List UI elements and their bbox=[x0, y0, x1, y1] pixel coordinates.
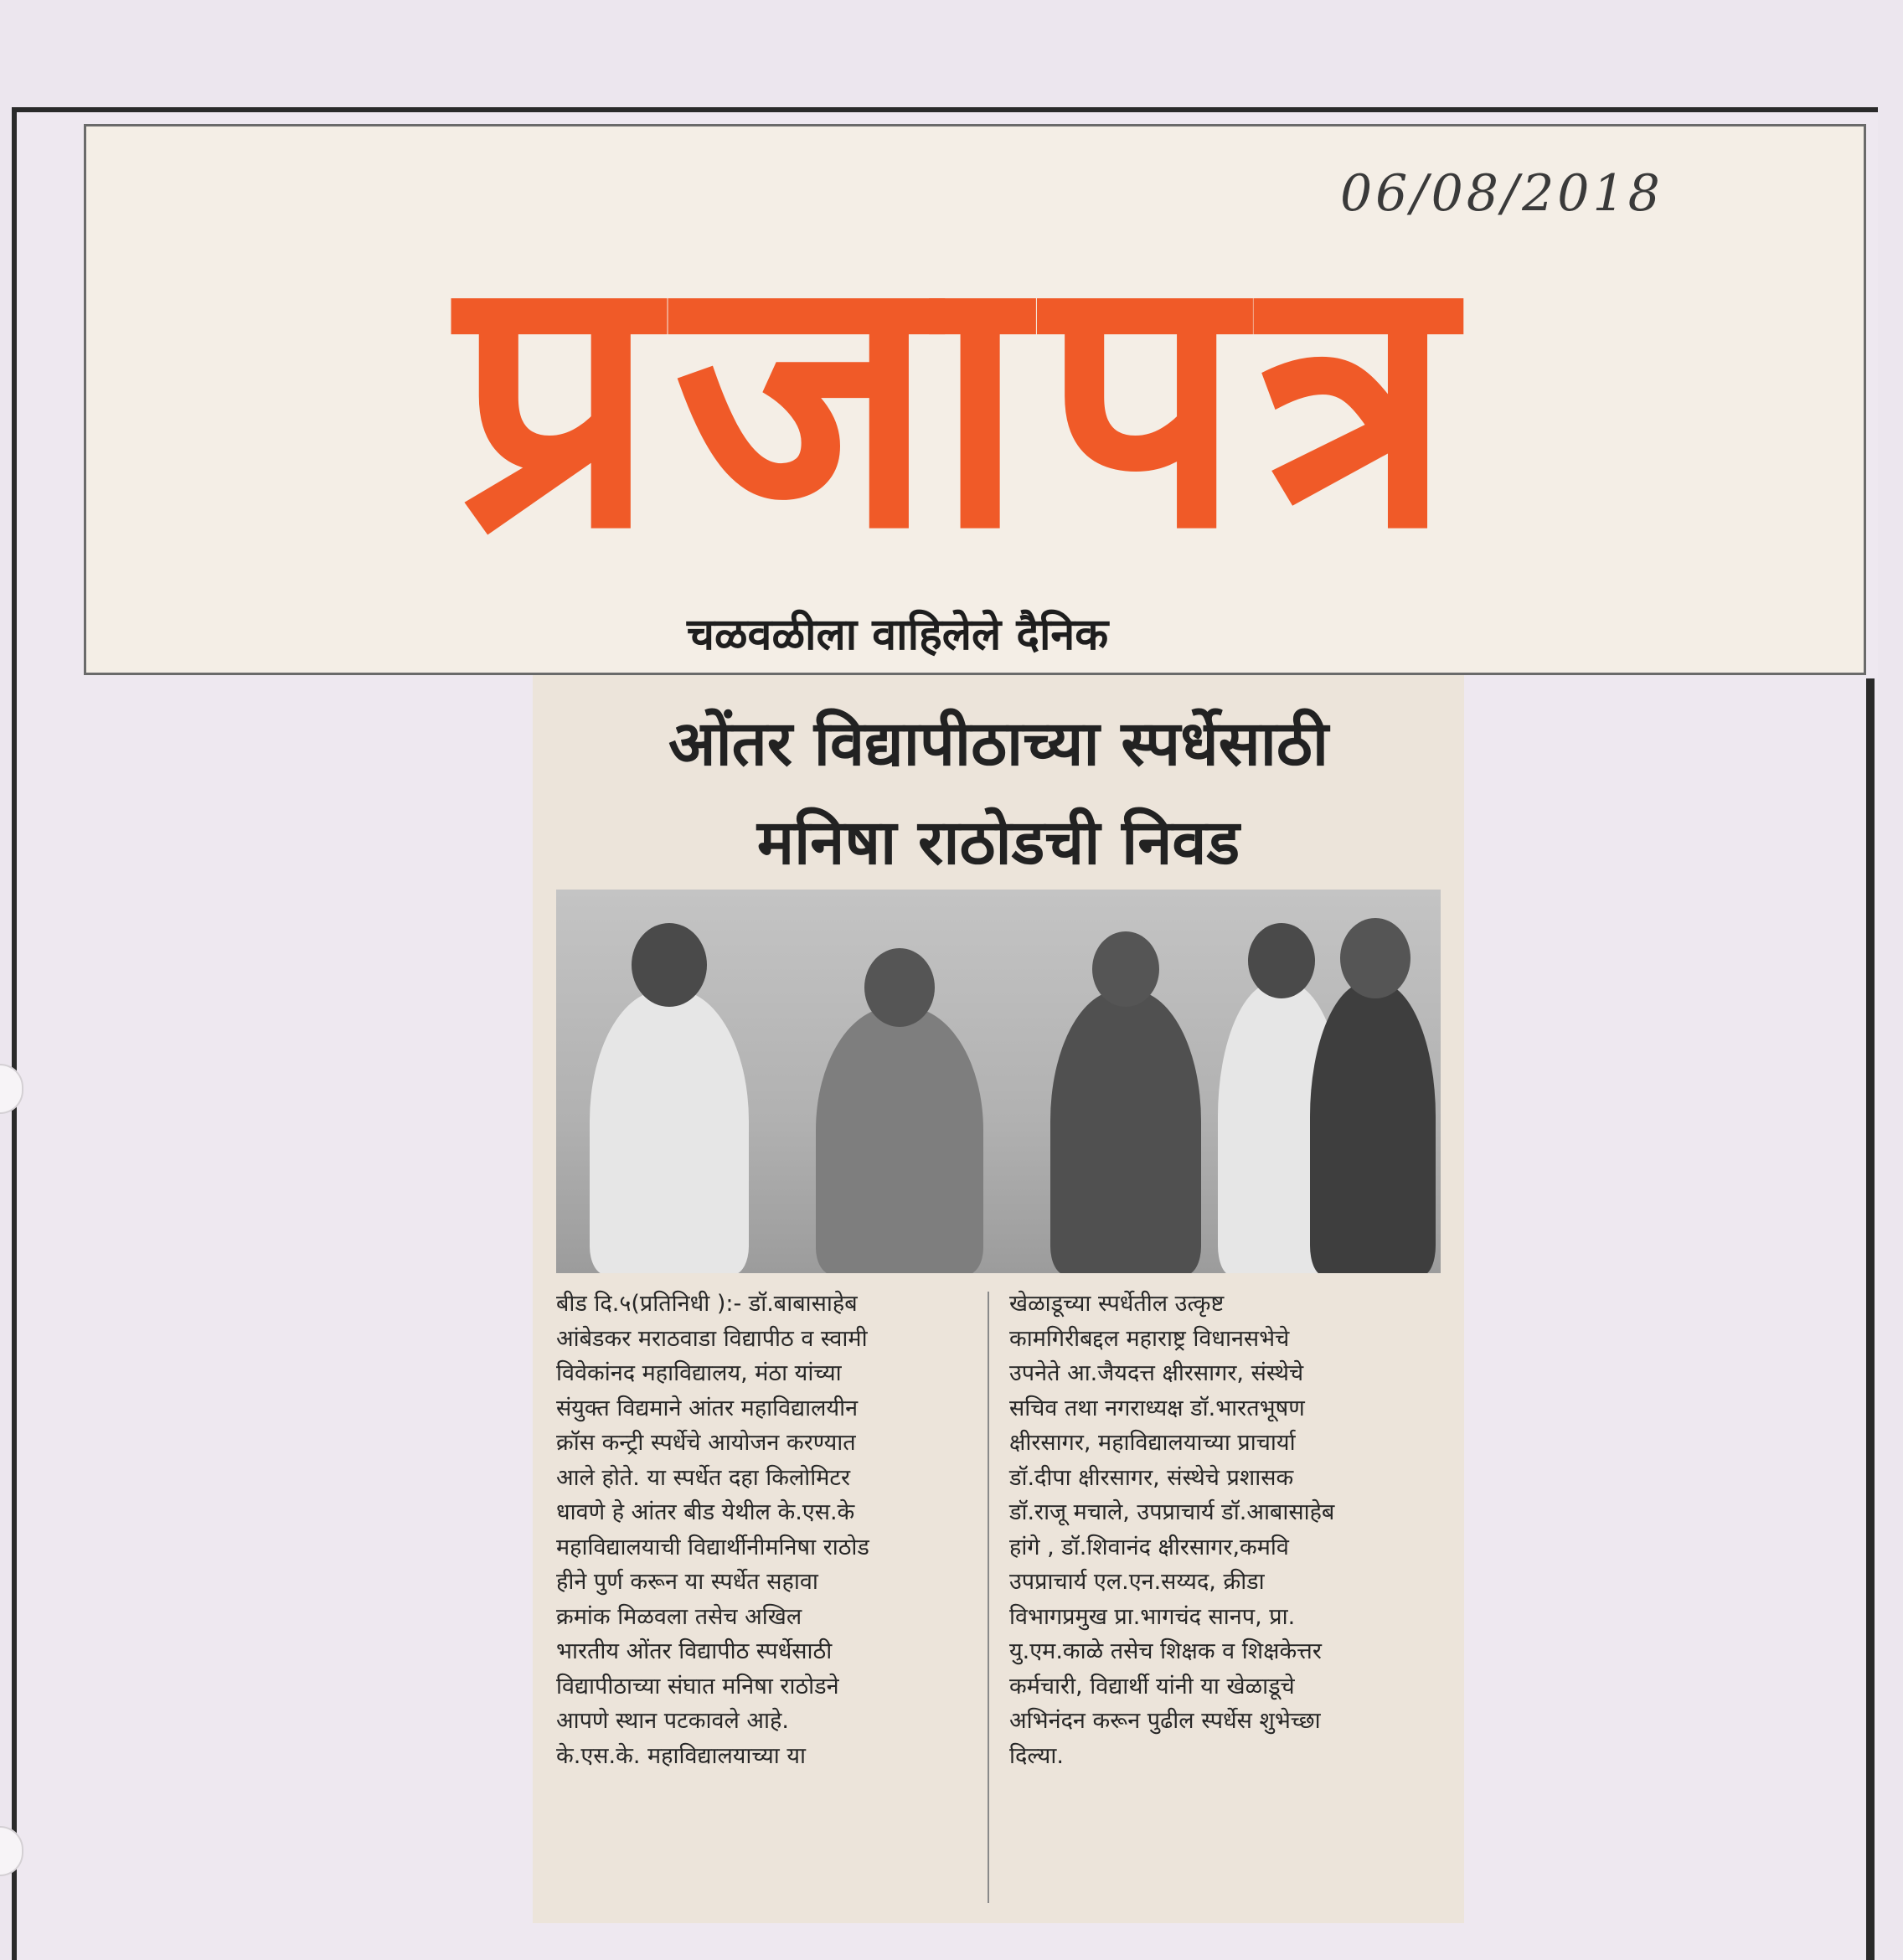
article-column-2: खेळाडूच्या स्पर्धेतील उत्कृष्ट कामगिरीबद्दल महाराष्ट्र विधानसभेचे उपनेते आ.जैयदत्त क्षीरसागर, संस्थेचे सचिव तथा नगराध्यक्ष डॉ.भारतभूषण क्षीरसागर, महाविद्यालयाच्या प्राचार्या डॉ.दीपा क्षीरसागर, संस्थेचे प्रशासक डॉ.राजू मचाले, उपप्राचार्य डॉ.आबासाहेब हांगे , डॉ.शिवानंद क्षीरसागर,कमवि उपप्राचार्य एल.एन.सय्यद, क्रीडा विभागप्रमुख प्रा.भागचंद सानप, प्रा. यु.एम.काळे तसेच शिक्षक व शिक्षकेत्तर कर्मचारी, विद्यार्थी यांनी या खेळाडूचे अभिनंदन करून पुढील स्पर्धेस शुभेच्छा दिल्या. bbox=[1009, 1291, 1335, 1769]
photo-person-1 bbox=[590, 990, 749, 1273]
photo-person-2 bbox=[816, 1007, 983, 1273]
news-clipping bbox=[533, 675, 1464, 1923]
photo-person-5 bbox=[1310, 982, 1436, 1273]
news-photo bbox=[556, 890, 1441, 1273]
article-body bbox=[556, 1287, 1441, 1906]
headline-line-1: ओंतर विद्यापीठाच्या स्पर्धेसाठी bbox=[668, 708, 1329, 780]
article-column-1: बीड दि.५(प्रतिनिधी ):- डॉ.बाबासाहेब आंबेडकर मराठवाडा विद्यापीठ व स्वामी विवेकांनद महाविद्यालय, मंठा यांच्या संयुक्त विद्यमाने आंतर महाविद्यालयीन क्रॉस कन्ट्री स्पर्धेचे आयोजन करण्यात आले होते. या स्पर्धेत दहा किलोमिटर धावणे हे आंतर बीड येथील के.एस.के महाविद्यालयाची विद्यार्थीनीमनिषा राठोड हीने पुर्ण करून या स्पर्धेत सहावा क्रमांक मिळवला तसेच अखिल भारतीय ओंतर विद्यापीठ स्पर्धेसाठी विद्यापीठाच्या संघात मनिषा राठोडने आपणे स्थान पटकावले आहे. के.एस.के. महाविद्यालयाच्या या bbox=[556, 1291, 869, 1769]
newspaper-tagline: चळवळीला वाहिलेले दैनिक bbox=[687, 610, 1109, 660]
headline-line-2: मनिषा राठोडची निवड bbox=[756, 807, 1240, 879]
frame-border-right bbox=[1866, 678, 1875, 1960]
handwritten-date: 06/08/2018 bbox=[1340, 164, 1663, 223]
newspaper-title: प्रजापत्र bbox=[456, 197, 1470, 606]
photo-person-3 bbox=[1050, 990, 1201, 1273]
